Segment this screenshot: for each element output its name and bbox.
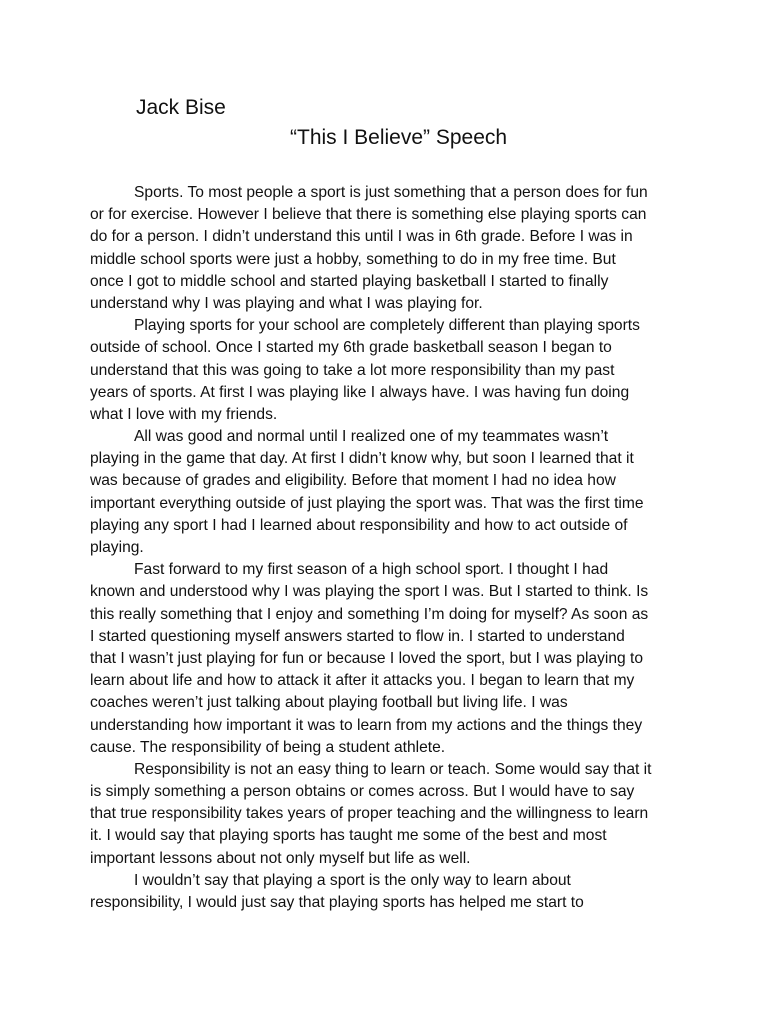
body-text-line: outside of school. Once I started my 6th grade basketball season I began to — [90, 339, 612, 357]
body-text-line: important everything outside of just playing the sport was. That was the first time — [90, 494, 644, 512]
body-text-line: do for a person. I didn’t understand this until I was in 6th grade. Before I was in — [90, 228, 633, 246]
document-title: “This I Believe” Speech — [290, 126, 508, 149]
body-text-line: coaches weren’t just talking about playing football but living life. I was — [90, 694, 568, 712]
body-text-line: Playing sports for your school are completely different than playing sports — [134, 317, 640, 335]
body-text-line: playing in the game that day. At first I didn’t know why, but soon I learned that it — [90, 450, 634, 468]
body-text-line: All was good and normal until I realized one of my teammates wasn’t — [134, 428, 609, 446]
body-text-line: Responsibility is not an easy thing to learn or teach. Some would say that it — [134, 760, 652, 778]
body-text-line: years of sports. At first I was playing like I always have. I was having fun doing — [90, 383, 630, 401]
body-text-line: that I wasn’t just playing for fun or because I loved the sport, but I was playing to — [90, 649, 644, 667]
body-text-line: cause. The responsibility of being a student athlete. — [90, 738, 446, 756]
body-text-line: playing. — [90, 539, 144, 556]
body-text-line: middle school sports were just a hobby, something to do in my free time. But — [90, 250, 616, 268]
body-text-line: was because of grades and eligibility. Before that moment I had no idea how — [90, 472, 616, 490]
document-body — [90, 182, 680, 914]
body-text-line: that true responsibility takes years of proper teaching and the willingness to learn — [90, 805, 649, 823]
body-text-line: responsibility, I would just say that playing sports has helped me start to — [90, 894, 584, 911]
body-text-line: important lessons about not only myself but life as well. — [90, 849, 471, 867]
body-text-line: understand why I was playing and what I was playing for. — [90, 294, 483, 312]
body-text-line: is simply something a person obtains or comes across. But I would have to say — [90, 783, 635, 801]
body-text-line: what I love with my friends. — [90, 405, 278, 423]
body-text-line: this really something that I enjoy and something I’m doing for myself? As soon as — [90, 605, 649, 623]
body-text-line: once I got to middle school and started playing basketball I started to finally — [90, 272, 609, 290]
body-text-line: I wouldn’t say that playing a sport is the only way to learn about — [134, 871, 571, 889]
body-text-line: it. I would say that playing sports has taught me some of the best and most — [90, 827, 607, 845]
body-text-line: known and understood why I was playing the sport I was. But I started to think. Is — [90, 583, 649, 601]
body-text-line: Sports. To most people a sport is just something that a person does for fun — [134, 184, 648, 201]
body-text-line: I started questioning myself answers started to flow in. I started to understand — [90, 627, 625, 645]
body-text-line: Fast forward to my first season of a high school sport. I thought I had — [134, 561, 609, 579]
body-text-line: or for exercise. However I believe that there is something else playing sports can — [90, 206, 647, 224]
body-text-line: playing any sport I had I learned about responsibility and how to act outside of — [90, 516, 628, 534]
body-text-line: understand that this was going to take a lot more responsibility than my past — [90, 361, 615, 379]
body-text-line: learn about life and how to attack it after it attacks you. I began to learn that my — [90, 672, 635, 690]
body-text-line: understanding how important it was to learn from my actions and the things they — [90, 716, 643, 734]
author-name: Jack Bise — [136, 96, 226, 119]
